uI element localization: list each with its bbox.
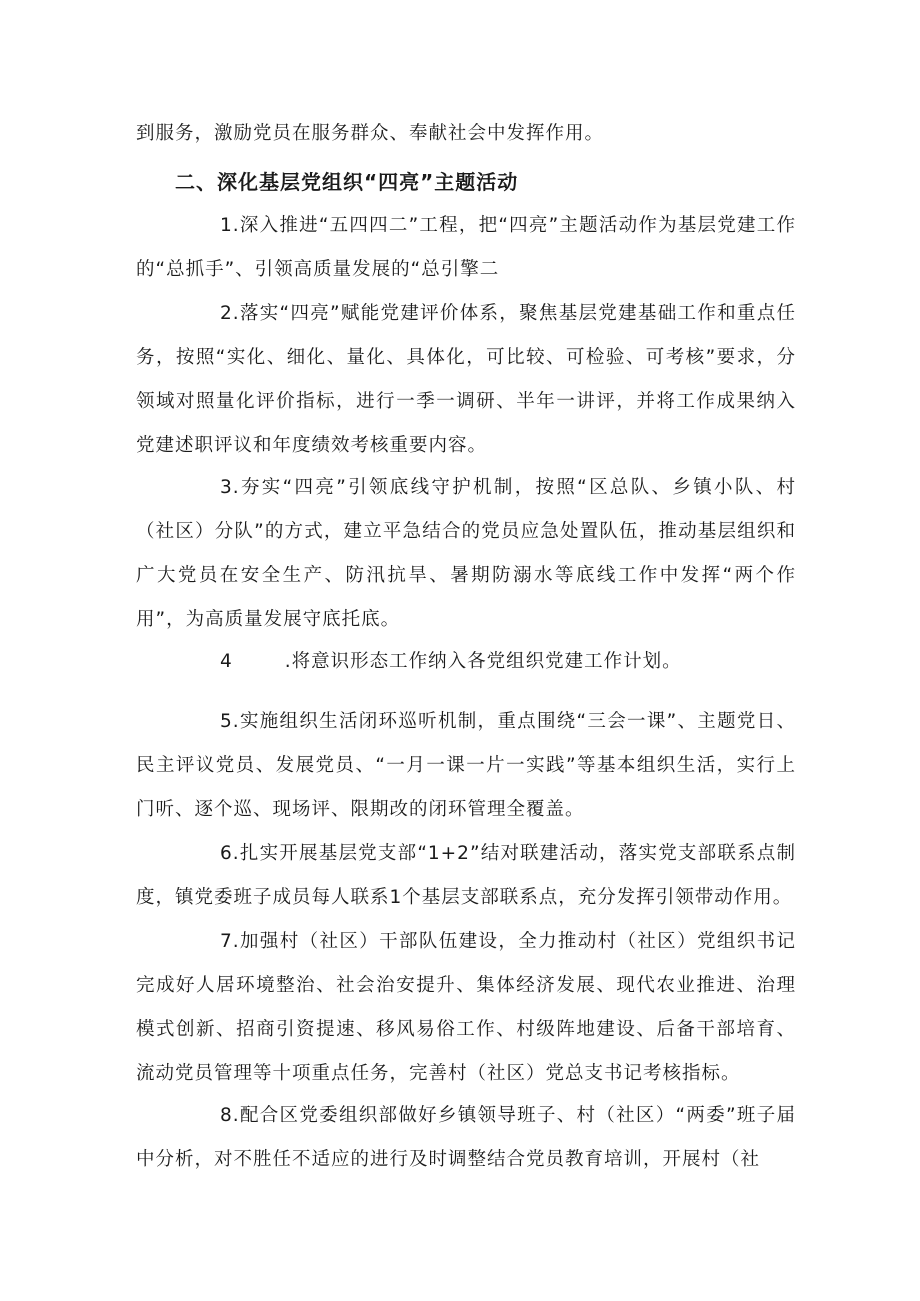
- item-text: .实施组织生活闭环巡听机制，重点围绕“三会一课”、主题党日、民主评议党员、发展党员、“一月一课一片一实践”等基本组织生活，实行上门听、逐个巡、现场评、限期改的闭环管理全覆盖。: [136, 711, 796, 820]
- item-number: 3: [220, 477, 233, 498]
- list-item-7: [136, 920, 796, 1096]
- item-number: 7: [220, 931, 233, 952]
- item-text: .将意识形态工作纳入各党组织党建工作计划。: [284, 651, 682, 672]
- list-item-1: [136, 204, 796, 292]
- item-text: .加强村（社区）干部队伍建设，全力推动村（社区）党组织书记完成好人居环境整治、社会治安提升、集体经济发展、现代农业推进、治理模式创新、招商引资提速、移风易俗工作、村级阵地建设、后备干部培育、流动党员管理等十项重点任务，完善村（社区）党总支书记考核指标。: [136, 931, 796, 1084]
- section-heading: 二、深化基层党组织“四亮”主题活动: [175, 170, 519, 194]
- item-text: .落实“四亮”赋能党建评价体系，聚焦基层党建基础工作和重点任务，按照“实化、细化、量化、具体化，可比较、可检验、可考核”要求，分领域对照量化评价指标，进行一季一调研、半年一讲评，并将工作成果纳入党建述职评议和年度绩效考核重要内容。: [136, 303, 796, 456]
- list-item-4: [136, 640, 796, 684]
- list-item-8: [136, 1094, 796, 1182]
- intro-paragraph-tail: [136, 112, 796, 156]
- item-number: 4: [220, 651, 233, 672]
- list-item-6: [136, 832, 796, 920]
- item-number: 1: [220, 215, 233, 236]
- list-item-3: [136, 466, 796, 642]
- item-text: .扎实开展基层党支部“1+2”结对联建活动，落实党支部联系点制度，镇党委班子成员每人联系1个基层支部联系点，充分发挥引领带动作用。: [136, 843, 796, 908]
- item-text: .深入推进“五四四二”工程，把“四亮”主题活动作为基层党建工作的“总抓手”、引领高质量发展的“总引擎二: [136, 215, 796, 280]
- item-number: 8: [220, 1105, 233, 1126]
- item-text: .夯实“四亮”引领底线守护机制，按照“区总队、乡镇小队、村（社区）分队”的方式，建立平急结合的党员应急处置队伍，推动基层组织和广大党员在安全生产、防汛抗旱、暑期防溺水等底线工作中发挥“两个作用”，为高质量发展守底托底。: [136, 477, 796, 630]
- list-item-2: [136, 292, 796, 468]
- item-number: 5: [220, 711, 233, 732]
- item-text: .配合区党委组织部做好乡镇领导班子、村（社区）“两委”班子届中分析，对不胜任不适应的进行及时调整结合党员教育培训，开展村（社: [136, 1105, 796, 1170]
- item-number: 2: [220, 303, 233, 324]
- item-number: 6: [220, 843, 233, 864]
- intro-text: 到服务，激励党员在服务群众、奉献社会中发挥作用。: [136, 123, 605, 144]
- list-item-5: [136, 700, 796, 832]
